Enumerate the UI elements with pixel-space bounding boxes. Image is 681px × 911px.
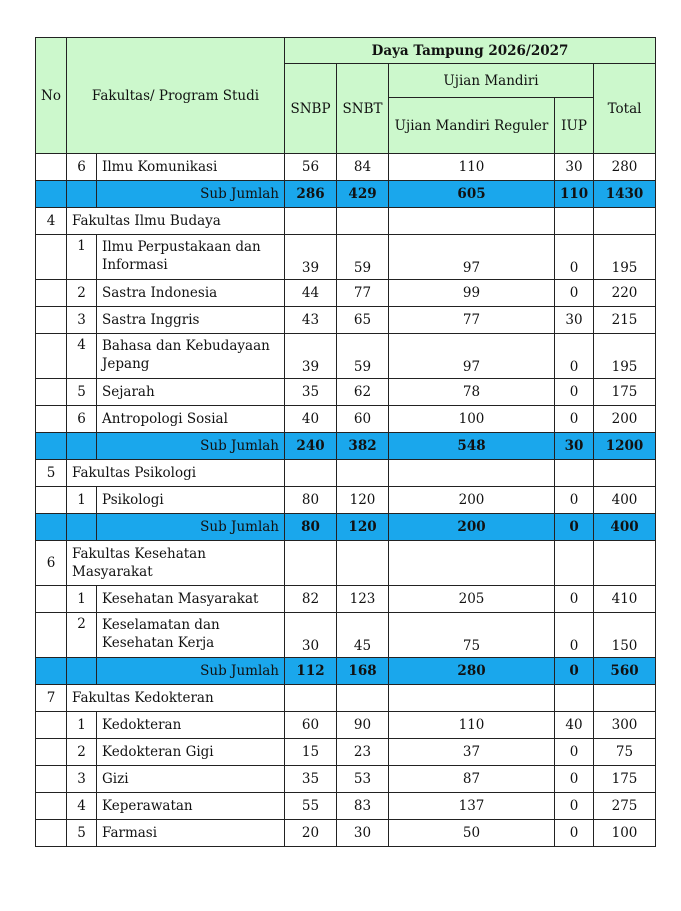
- program-name: Kedokteran Gigi: [97, 739, 285, 766]
- col-iup: IUP: [555, 98, 594, 154]
- ujian-mandiri-reguler-value: 99: [389, 280, 555, 307]
- total-value: 220: [594, 280, 656, 307]
- iup-value: 30: [555, 307, 594, 334]
- no-cell-empty: [36, 181, 67, 208]
- subtotal-iup: 0: [555, 658, 594, 685]
- snbt-value: 123: [337, 586, 389, 613]
- snbp-value: 15: [285, 739, 337, 766]
- subtotal-snbp: 240: [285, 433, 337, 460]
- table-row: [36, 739, 656, 766]
- snbt-value: 120: [337, 487, 389, 514]
- snbp-value: 35: [285, 379, 337, 406]
- subtotal-ujian-mandiri-reguler: 548: [389, 433, 555, 460]
- iup-empty: [555, 460, 594, 487]
- index-cell-empty: [67, 658, 97, 685]
- total-value: 280: [594, 154, 656, 181]
- subtotal-iup: 30: [555, 433, 594, 460]
- subtotal-snbt: 120: [337, 514, 389, 541]
- program-index: 3: [67, 766, 97, 793]
- program-index: 2: [67, 613, 97, 658]
- total-value: 410: [594, 586, 656, 613]
- no-cell-empty: [36, 307, 67, 334]
- snbp-value: 55: [285, 793, 337, 820]
- table-row: [36, 793, 656, 820]
- snbp-value: 43: [285, 307, 337, 334]
- iup-empty: [555, 541, 594, 586]
- snbp-value: 39: [285, 235, 337, 280]
- total-value: 400: [594, 487, 656, 514]
- umr-empty: [389, 685, 555, 712]
- ujian-mandiri-reguler-value: 110: [389, 712, 555, 739]
- snbt-value: 59: [337, 235, 389, 280]
- faculty-number: 5: [36, 460, 67, 487]
- ujian-mandiri-reguler-value: 110: [389, 154, 555, 181]
- total-value: 175: [594, 766, 656, 793]
- snbp-value: 35: [285, 766, 337, 793]
- total-value: 195: [594, 235, 656, 280]
- ujian-mandiri-reguler-value: 78: [389, 379, 555, 406]
- subtotal-row: [36, 658, 656, 685]
- program-name: Keperawatan: [97, 793, 285, 820]
- col-ujian-mandiri-reguler: Ujian Mandiri Reguler: [389, 98, 555, 154]
- program-index: 1: [67, 487, 97, 514]
- program-name: Ilmu Perpustakaan dan Informasi: [97, 235, 285, 280]
- table-row: [36, 487, 656, 514]
- snbp-value: 20: [285, 820, 337, 847]
- program-name: Farmasi: [97, 820, 285, 847]
- program-index: 6: [67, 406, 97, 433]
- total-value: 100: [594, 820, 656, 847]
- snbt-value: 53: [337, 766, 389, 793]
- no-cell-empty: [36, 586, 67, 613]
- program-index: 2: [67, 739, 97, 766]
- program-index: 1: [67, 235, 97, 280]
- no-cell-empty: [36, 406, 67, 433]
- subtotal-label: Sub Jumlah: [97, 433, 285, 460]
- iup-value: 0: [555, 820, 594, 847]
- umr-empty: [389, 541, 555, 586]
- program-name: Bahasa dan Kebudayaan Jepang: [97, 334, 285, 379]
- total-empty: [594, 460, 656, 487]
- ujian-mandiri-reguler-value: 50: [389, 820, 555, 847]
- subtotal-total: 400: [594, 514, 656, 541]
- iup-value: 0: [555, 379, 594, 406]
- capacity-title: Daya Tampung 2026/2027: [285, 38, 656, 64]
- snbt-value: 65: [337, 307, 389, 334]
- col-faculty-program: Fakultas/ Program Studi: [67, 38, 285, 154]
- snbt-value: 23: [337, 739, 389, 766]
- total-empty: [594, 541, 656, 586]
- table-row: [36, 280, 656, 307]
- umr-empty: [389, 208, 555, 235]
- snbt-value: 45: [337, 613, 389, 658]
- table-row: [36, 613, 656, 658]
- subtotal-snbp: 80: [285, 514, 337, 541]
- program-name: Kesehatan Masyarakat: [97, 586, 285, 613]
- table-row: [36, 307, 656, 334]
- faculty-row: [36, 208, 656, 235]
- subtotal-snbt: 429: [337, 181, 389, 208]
- ujian-mandiri-reguler-value: 100: [389, 406, 555, 433]
- total-value: 150: [594, 613, 656, 658]
- snbt-empty: [337, 541, 389, 586]
- faculty-number: 6: [36, 541, 67, 586]
- col-snbt: SNBT: [337, 64, 389, 154]
- iup-value: 0: [555, 793, 594, 820]
- subtotal-iup: 0: [555, 514, 594, 541]
- program-name: Psikologi: [97, 487, 285, 514]
- col-total: Total: [594, 64, 656, 154]
- total-value: 175: [594, 379, 656, 406]
- faculty-row: [36, 685, 656, 712]
- faculty-name: [67, 541, 285, 586]
- iup-empty: [555, 208, 594, 235]
- subtotal-ujian-mandiri-reguler: 280: [389, 658, 555, 685]
- no-cell-empty: [36, 766, 67, 793]
- no-cell-empty: [36, 280, 67, 307]
- ujian-mandiri-reguler-value: 137: [389, 793, 555, 820]
- program-index: 4: [67, 334, 97, 379]
- snbt-value: 59: [337, 334, 389, 379]
- snbp-empty: [285, 685, 337, 712]
- program-name: Keselamatan dan Kesehatan Kerja: [97, 613, 285, 658]
- iup-value: 40: [555, 712, 594, 739]
- subtotal-ujian-mandiri-reguler: 200: [389, 514, 555, 541]
- iup-value: 0: [555, 334, 594, 379]
- snbp-value: 80: [285, 487, 337, 514]
- subtotal-total: 1430: [594, 181, 656, 208]
- table-row: [36, 820, 656, 847]
- snbt-empty: [337, 460, 389, 487]
- ujian-mandiri-reguler-value: 75: [389, 613, 555, 658]
- table-row: [36, 235, 656, 280]
- program-name: Sastra Indonesia: [97, 280, 285, 307]
- snbp-value: 40: [285, 406, 337, 433]
- total-value: 300: [594, 712, 656, 739]
- program-name: Kedokteran: [97, 712, 285, 739]
- total-empty: [594, 685, 656, 712]
- umr-empty: [389, 460, 555, 487]
- iup-value: 0: [555, 739, 594, 766]
- program-index: 6: [67, 154, 97, 181]
- subtotal-label: Sub Jumlah: [97, 514, 285, 541]
- snbp-value: 44: [285, 280, 337, 307]
- no-cell-empty: [36, 154, 67, 181]
- total-empty: [594, 208, 656, 235]
- subtotal-total: 1200: [594, 433, 656, 460]
- iup-value: 0: [555, 487, 594, 514]
- subtotal-snbp: 286: [285, 181, 337, 208]
- snbt-value: 60: [337, 406, 389, 433]
- program-index: 5: [67, 820, 97, 847]
- table-header: [36, 38, 656, 154]
- iup-value: 0: [555, 235, 594, 280]
- no-cell-empty: [36, 739, 67, 766]
- faculty-row: [36, 460, 656, 487]
- faculty-number: 7: [36, 685, 67, 712]
- subtotal-iup: 110: [555, 181, 594, 208]
- no-cell-empty: [36, 334, 67, 379]
- snbp-value: 60: [285, 712, 337, 739]
- subtotal-row: [36, 514, 656, 541]
- snbp-empty: [285, 541, 337, 586]
- ujian-mandiri-reguler-value: 77: [389, 307, 555, 334]
- program-name: Ilmu Komunikasi: [97, 154, 285, 181]
- no-cell-empty: [36, 433, 67, 460]
- snbp-value: 56: [285, 154, 337, 181]
- no-cell-empty: [36, 820, 67, 847]
- program-index: 5: [67, 379, 97, 406]
- table-row: [36, 334, 656, 379]
- ujian-mandiri-reguler-value: 97: [389, 334, 555, 379]
- index-cell-empty: [67, 514, 97, 541]
- subtotal-label: Sub Jumlah: [97, 658, 285, 685]
- faculty-name-line: Fakultas Kesehatan: [72, 546, 206, 562]
- program-index: 1: [67, 586, 97, 613]
- iup-value: 0: [555, 766, 594, 793]
- no-cell-empty: [36, 793, 67, 820]
- snbt-empty: [337, 208, 389, 235]
- col-ujian-mandiri: Ujian Mandiri: [389, 64, 594, 98]
- faculty-name: Fakultas Ilmu Budaya: [67, 208, 285, 235]
- program-name: Gizi: [97, 766, 285, 793]
- ujian-mandiri-reguler-value: 87: [389, 766, 555, 793]
- snbp-value: 82: [285, 586, 337, 613]
- faculty-number: 4: [36, 208, 67, 235]
- subtotal-snbt: 382: [337, 433, 389, 460]
- faculty-name: Fakultas Psikologi: [67, 460, 285, 487]
- faculty-name: Fakultas Kedokteran: [67, 685, 285, 712]
- total-value: 215: [594, 307, 656, 334]
- subtotal-row: [36, 433, 656, 460]
- snbt-value: 90: [337, 712, 389, 739]
- total-value: 275: [594, 793, 656, 820]
- no-cell-empty: [36, 613, 67, 658]
- subtotal-label: Sub Jumlah: [97, 181, 285, 208]
- index-cell-empty: [67, 181, 97, 208]
- program-name: Sastra Inggris: [97, 307, 285, 334]
- col-snbp: SNBP: [285, 64, 337, 154]
- no-cell-empty: [36, 487, 67, 514]
- subtotal-total: 560: [594, 658, 656, 685]
- snbt-value: 84: [337, 154, 389, 181]
- ujian-mandiri-reguler-value: 97: [389, 235, 555, 280]
- program-name: Sejarah: [97, 379, 285, 406]
- index-cell-empty: [67, 433, 97, 460]
- subtotal-snbp: 112: [285, 658, 337, 685]
- no-cell-empty: [36, 235, 67, 280]
- table-row: [36, 712, 656, 739]
- snbt-value: 83: [337, 793, 389, 820]
- no-cell-empty: [36, 658, 67, 685]
- snbp-empty: [285, 460, 337, 487]
- table-row: [36, 406, 656, 433]
- ujian-mandiri-reguler-value: 37: [389, 739, 555, 766]
- iup-value: 30: [555, 154, 594, 181]
- snbp-empty: [285, 208, 337, 235]
- snbt-empty: [337, 685, 389, 712]
- col-no: No: [36, 38, 67, 154]
- program-index: 3: [67, 307, 97, 334]
- subtotal-row: [36, 181, 656, 208]
- iup-empty: [555, 685, 594, 712]
- snbt-value: 30: [337, 820, 389, 847]
- snbt-value: 77: [337, 280, 389, 307]
- total-value: 75: [594, 739, 656, 766]
- ujian-mandiri-reguler-value: 205: [389, 586, 555, 613]
- faculty-row: [36, 541, 656, 586]
- total-value: 200: [594, 406, 656, 433]
- program-index: 4: [67, 793, 97, 820]
- faculty-name-line: Masyarakat: [72, 564, 153, 580]
- iup-value: 0: [555, 586, 594, 613]
- table-body: [36, 154, 656, 847]
- program-name: Antropologi Sosial: [97, 406, 285, 433]
- iup-value: 0: [555, 613, 594, 658]
- snbt-value: 62: [337, 379, 389, 406]
- table-row: [36, 766, 656, 793]
- program-index: 2: [67, 280, 97, 307]
- table-row: [36, 154, 656, 181]
- table-row: [36, 586, 656, 613]
- total-value: 195: [594, 334, 656, 379]
- ujian-mandiri-reguler-value: 200: [389, 487, 555, 514]
- snbp-value: 39: [285, 334, 337, 379]
- snbp-value: 30: [285, 613, 337, 658]
- program-index: 1: [67, 712, 97, 739]
- subtotal-ujian-mandiri-reguler: 605: [389, 181, 555, 208]
- no-cell-empty: [36, 712, 67, 739]
- table-row: [36, 379, 656, 406]
- subtotal-snbt: 168: [337, 658, 389, 685]
- no-cell-empty: [36, 514, 67, 541]
- iup-value: 0: [555, 406, 594, 433]
- no-cell-empty: [36, 379, 67, 406]
- capacity-table: [35, 37, 656, 847]
- iup-value: 0: [555, 280, 594, 307]
